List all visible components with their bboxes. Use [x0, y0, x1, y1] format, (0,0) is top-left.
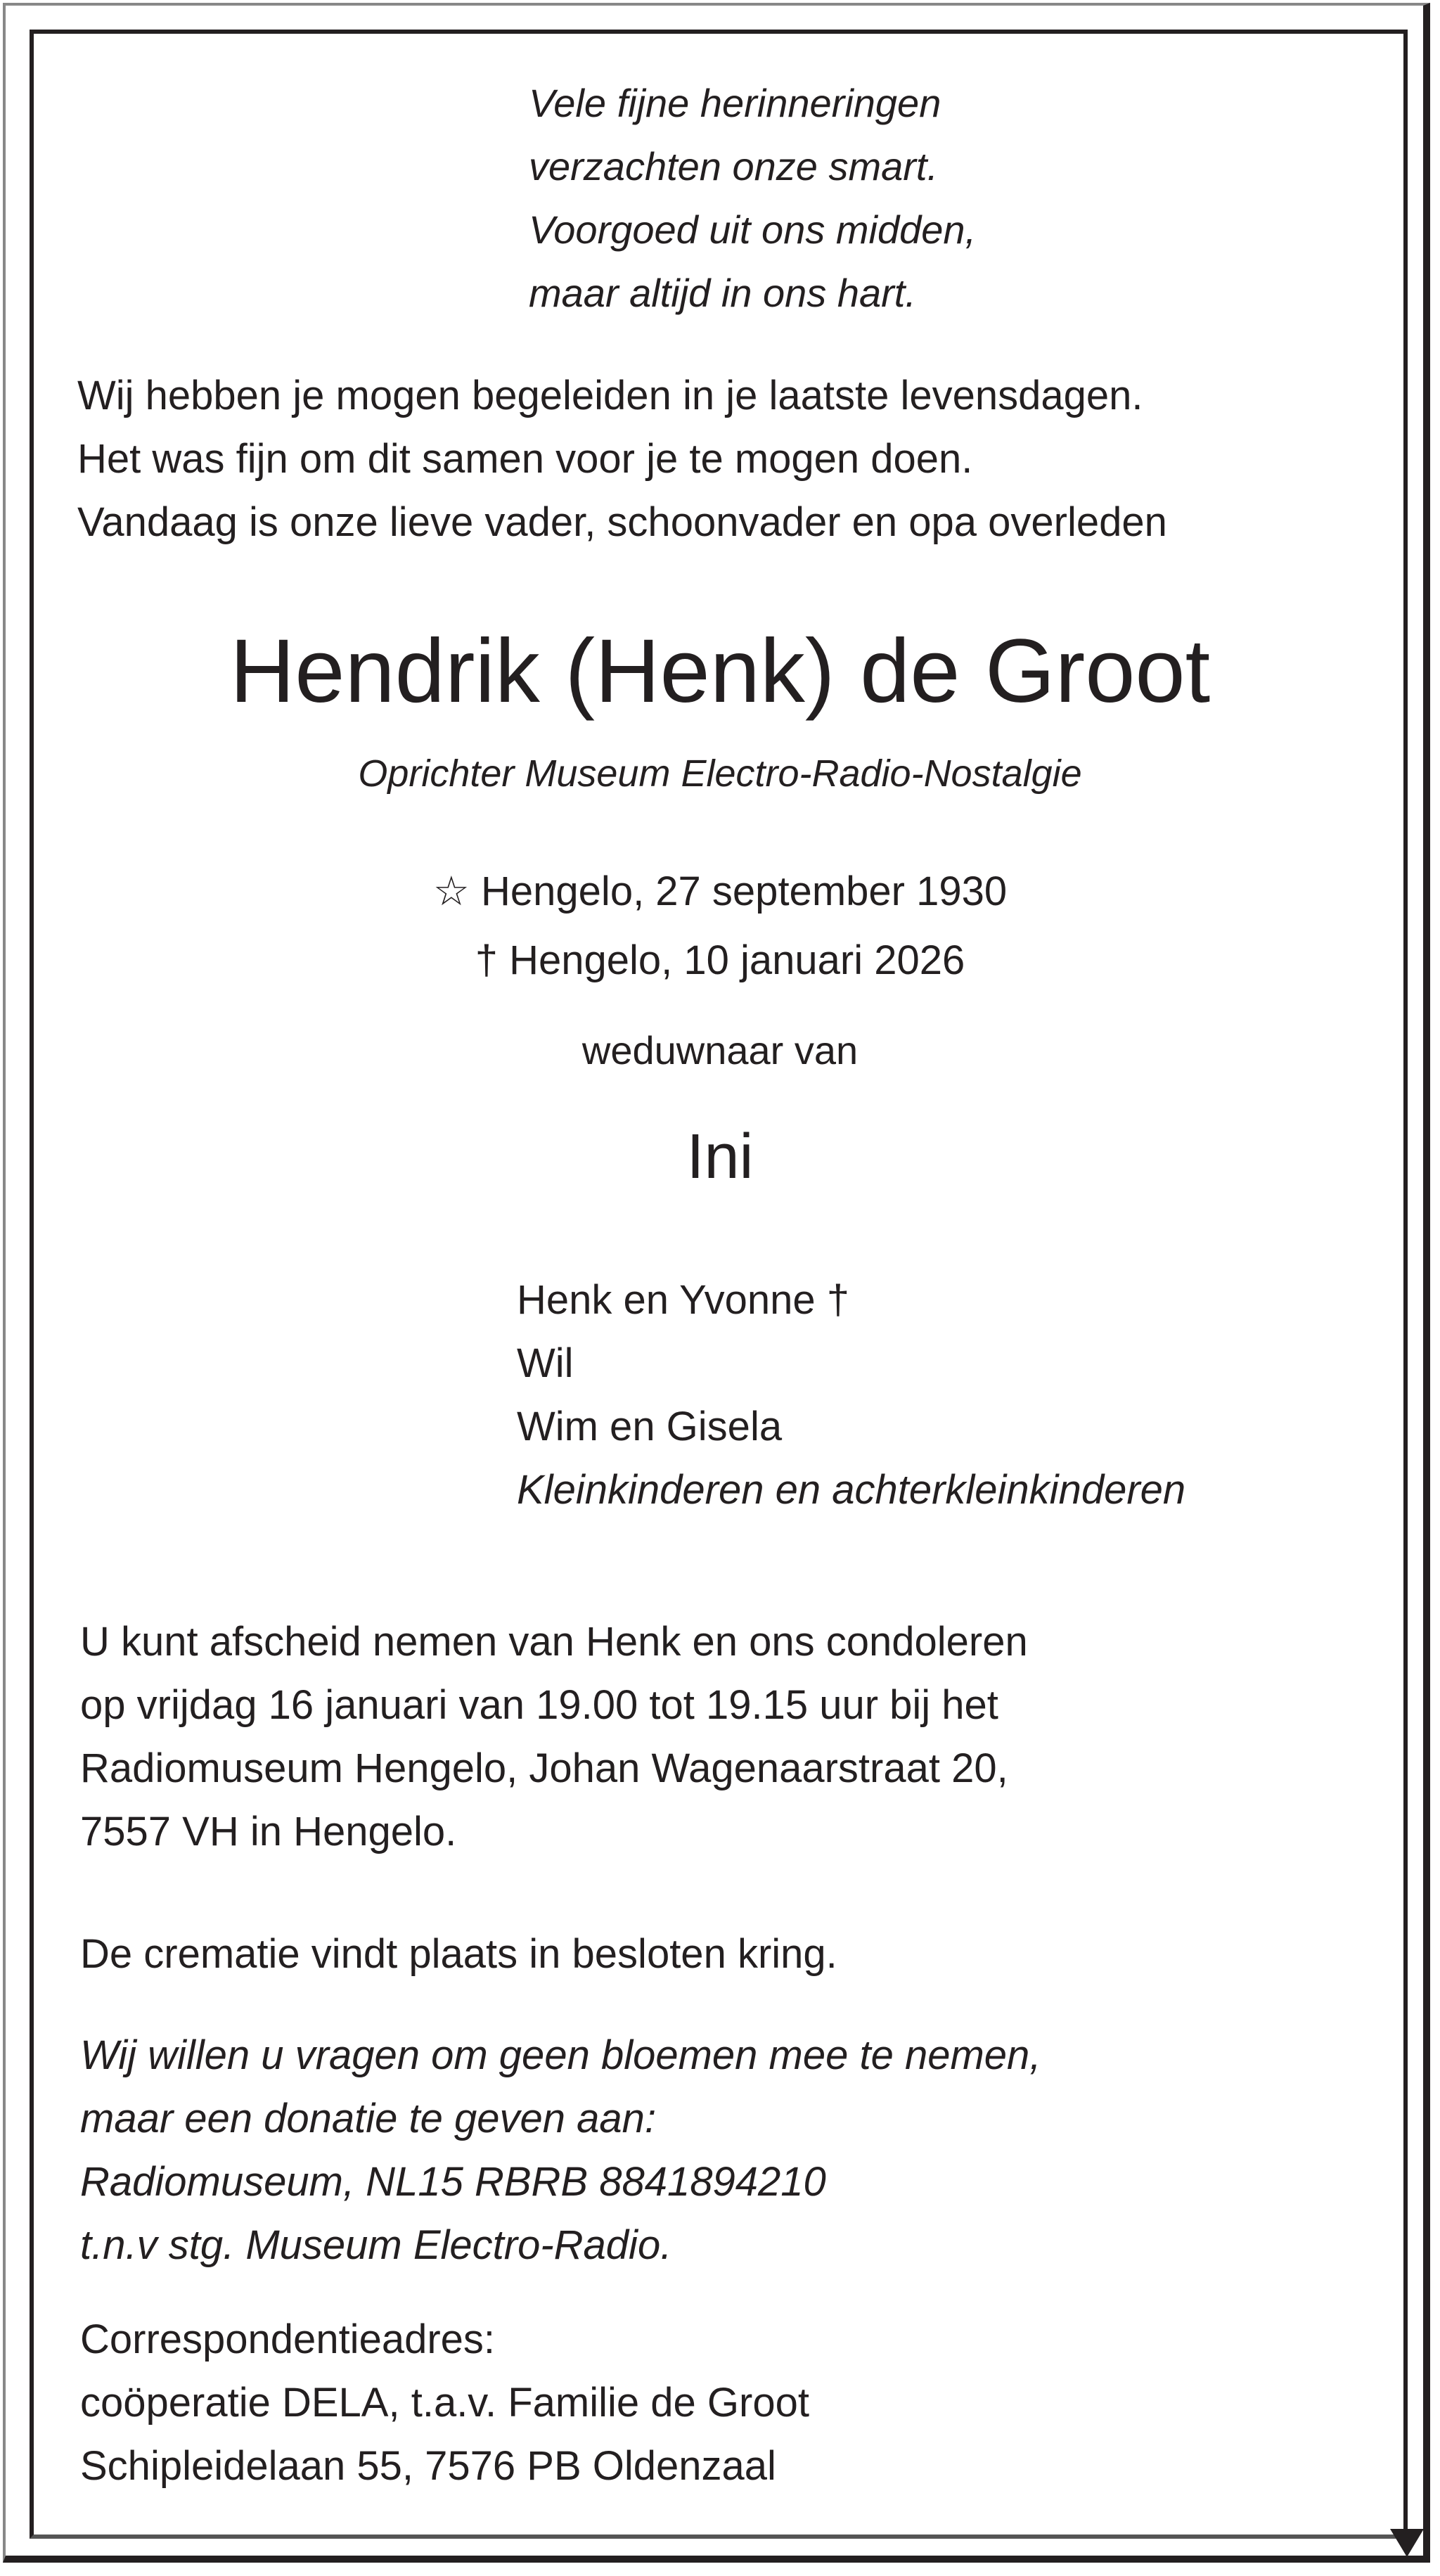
intro [77, 364, 1167, 554]
cremation-note: De crematie vindt plaats in besloten kring. [80, 1931, 837, 1977]
birth-text: Hengelo, 27 september 1930 [481, 869, 1008, 914]
intro-line: Wij hebben je mogen begeleiden in je laatste levensdagen. [77, 373, 1143, 418]
birth-line [0, 860, 1440, 923]
death-text: Hengelo, 10 januari 2026 [509, 937, 965, 983]
poem-line: Voorgoed uit ons midden, [529, 207, 977, 252]
farewell-line: 7557 VH in Hengelo. [80, 1809, 457, 1854]
star-icon: ☆ [432, 869, 470, 914]
widower-label: weduwnaar van [581, 1028, 859, 1072]
death-line [0, 929, 1440, 992]
poem [529, 72, 976, 325]
family-list [517, 1269, 1185, 1522]
donation-line: maar een donatie te geven aan: [80, 2096, 657, 2141]
family-member: Wil [517, 1340, 574, 1386]
poem-line: verzachten onze smart. [529, 144, 939, 188]
address-line: Schipleidelaan 55, 7576 PB Oldenzaal [80, 2443, 776, 2489]
deceased-name: Hendrik (Henk) de Groot [229, 621, 1211, 722]
intro-line: Vandaag is onze lieve vader, schoonvader en opa overleden [77, 499, 1167, 545]
poem-line: maar altijd in ons hart. [529, 271, 916, 315]
address-line: Correspondentieadres: [80, 2317, 496, 2362]
donation-info [80, 2024, 1041, 2277]
subtitle: Oprichter Museum Electro-Radio-Nostalgie [358, 752, 1082, 795]
correspondence-address [80, 2308, 809, 2498]
donation-line: Radiomuseum, NL15 RBRB 8841894210 [80, 2159, 826, 2205]
farewell-line: U kunt afscheid nemen van Henk en ons condoleren [80, 1619, 1028, 1665]
donation-line: t.n.v stg. Museum Electro-Radio. [80, 2222, 672, 2268]
farewell-line: op vrijdag 16 januari van 19.00 tot 19.15 uur bij het [80, 1682, 998, 1728]
donation-line: Wij willen u vragen om geen bloemen mee te nemen, [80, 2032, 1041, 2078]
cross-icon: † [475, 937, 498, 983]
spouse-name: Ini [686, 1122, 754, 1192]
family-member: Henk en Yvonne † [517, 1277, 849, 1323]
address-line: coöperatie DELA, t.a.v. Familie de Groot [80, 2380, 809, 2426]
triangle-down-icon [1390, 2529, 1424, 2557]
family-member: Wim en Gisela [517, 1404, 783, 1449]
intro-line: Het was fijn om dit samen voor je te mogen doen. [77, 436, 973, 482]
farewell-info [80, 1610, 1028, 1864]
family-grandchildren: Kleinkinderen en achterkleinkinderen [517, 1467, 1186, 1513]
farewell-line: Radiomuseum Hengelo, Johan Wagenaarstraat 20, [80, 1745, 1008, 1791]
poem-line: Vele fijne herinneringen [529, 81, 941, 125]
